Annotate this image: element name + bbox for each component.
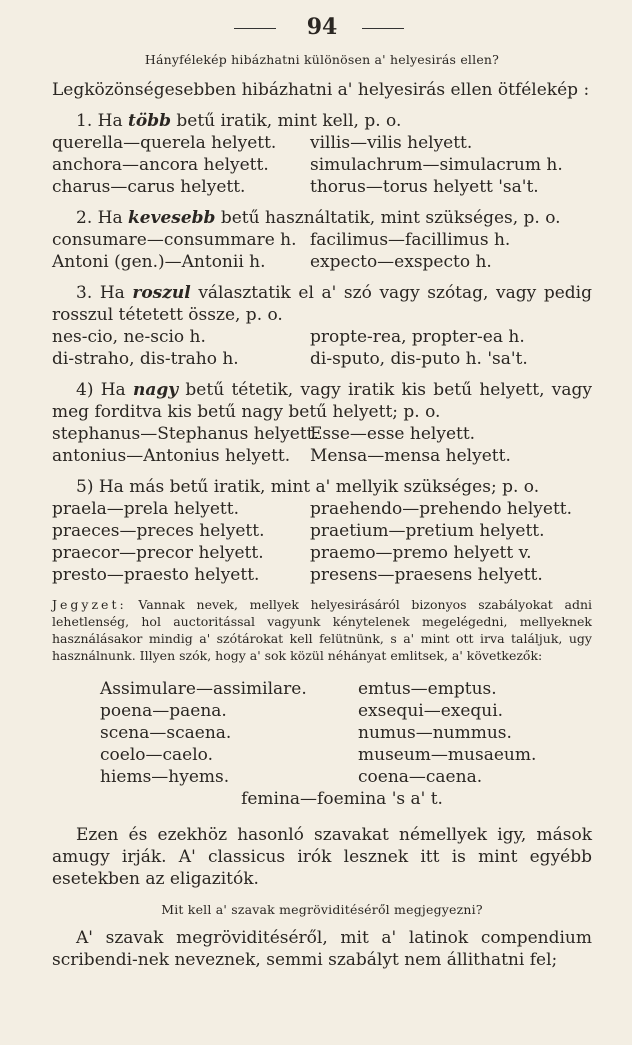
example-row: poena—paena. exsequi—exequi.	[100, 701, 504, 721]
rule-1: 1. Ha több betű iratik, mint kell, p. o.	[76, 111, 402, 131]
rule-2: 2. Ha kevesebb betű használtatik, mint szükséges, p. o.	[76, 208, 561, 228]
rule-4-emphasis: nagy	[133, 380, 179, 400]
example-row: coelo—caelo. museum—musaeum.	[100, 745, 537, 765]
book-page	[52, 12, 592, 971]
rule-3-emphasis: roszul	[132, 283, 191, 303]
note-lead: Jegyzet:	[52, 597, 127, 612]
closing-paragraph: Ezen és ezekhöz hasonló szavakat némellyek igy, mások amugy irják. A' classicus irók lesznek itt is mint egyébb esetekben az eligazitók.	[52, 825, 592, 889]
example-row: hiems—hyems. coena—caena.	[100, 767, 483, 787]
example-row: presto—praesto helyett. presens—praesens helyett.	[52, 565, 543, 585]
example-row: praeces—preces helyett. praetium—pretium helyett.	[52, 521, 545, 541]
note-paragraph: Jegyzet: Vannak nevek, mellyek helyesirásáról bizonyos szabályokat adni lehetlenség, hol auctoritással vagyunk kénytelenek megelégedni, mellyeknek használásakor mindig a' szótárokat kell felütnünk, s a' mint ott irva találjuk, ugy használnunk. Illyen szók, hogy a' sok közül néhányat emlitsek, a' következők:	[52, 597, 592, 663]
rule-5: 5) Ha más betű iratik, mint a' mellyik szükséges; p. o.	[76, 477, 540, 497]
rule-1-emphasis: több	[128, 111, 171, 131]
examples-block	[100, 678, 592, 788]
example-row: consumare—consummare h. facilimus—facillimus h.	[52, 230, 511, 250]
example-row: Assimulare—assimilare. emtus—emptus.	[100, 679, 497, 699]
example-row: di-straho, dis-traho h. di-sputo, dis-puto h. 'sa't.	[52, 349, 528, 369]
header-rule-left	[234, 28, 276, 29]
examples-last-line: femina—foemina 's a' t.	[241, 789, 443, 809]
example-row: stephanus—Stephanus helyett. Esse—esse helyett.	[52, 424, 476, 444]
example-row: praela—prela helyett. praehendo—prehendo helyett.	[52, 499, 573, 519]
example-row: charus—carus helyett. thorus—torus helyett 'sa't.	[52, 177, 539, 197]
rule-2-emphasis: kevesebb	[128, 208, 216, 228]
example-row: scena—scaena. numus—nummus.	[100, 723, 512, 743]
example-row: nes-cio, ne-scio h. propte-rea, propter-ea h.	[52, 327, 525, 347]
example-row: antonius—Antonius helyett. Mensa—mensa helyett.	[52, 446, 511, 466]
question-heading: Hányfélekép hibázhatni különösen a' helyesirás ellen?	[144, 52, 500, 67]
example-row: Antoni (gen.)—Antonii h. expecto—exspecto h.	[52, 252, 492, 272]
example-row: querella—querela helyett. villis—vilis helyett.	[52, 133, 473, 153]
example-row: anchora—ancora helyett. simulachrum—simulacrum h.	[52, 155, 563, 175]
example-row: praecor—precor helyett. praemo—premo helyett v.	[52, 543, 532, 563]
final-paragraph: A' szavak megröviditéséről, mit a' latinok compendium scribendi-nek neveznek, semmi szabályt nem állithatni fel;	[52, 928, 592, 970]
rule-4: 4) Ha nagy betű tétetik, vagy iratik kis betű helyett, vagy meg forditva kis betű nagy betű helyett; p. o.	[52, 380, 593, 422]
rule-3: 3. Ha roszul választatik el a' szó vagy szótag, vagy pedig rosszul tétetett össze, p. o.	[52, 283, 592, 325]
header-rule-right	[362, 28, 404, 29]
page-number-header	[52, 12, 592, 42]
page-number: 94	[306, 14, 338, 40]
intro-paragraph: Legközönségesebben hibázhatni a' helyesirás ellen ötfélekép :	[52, 80, 590, 100]
question-heading-2: Mit kell a' szavak megröviditéséről megjegyezni?	[161, 902, 483, 917]
